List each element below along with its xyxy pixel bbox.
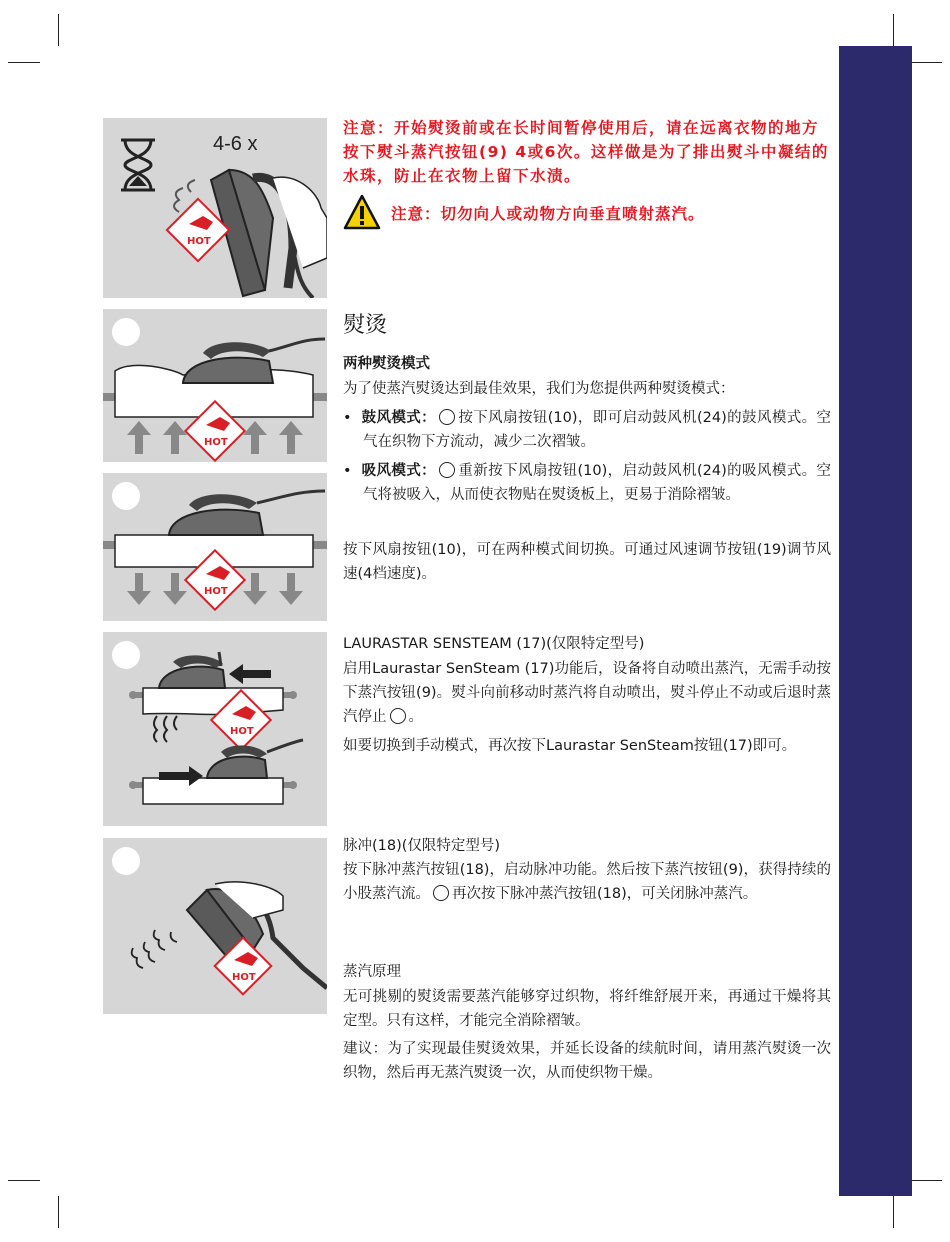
sensteam-text: 启用Laurastar SenSteam (17)功能后，设备将自动喷出蒸汽，无需手动按下蒸汽按钮(9)。熨斗向前移动时蒸汽将自动喷出，熨斗停止不动或后退时蒸汽停止: [343, 661, 831, 725]
pulse-text: 按下脉冲蒸汽按钮(18)，启动脉冲功能。然后按下蒸汽按钮(9)，获得持续的小股蒸汽流。: [343, 862, 831, 902]
crop-mark: [912, 62, 942, 63]
pulse-text-end: 再次按下脉冲蒸汽按钮(18)，可关闭脉冲蒸汽。: [452, 886, 758, 902]
crop-mark: [8, 1180, 40, 1181]
advice-text: 建议：为了实现最佳熨烫效果，并延长设备的续航时间，请用蒸汽熨烫一次织物，然后再无蒸汽熨烫一次，从而使织物干燥。: [343, 1041, 831, 1081]
crop-mark: [912, 1180, 942, 1181]
steam-purge-illustration: [103, 118, 327, 298]
arrow-right-icon: [159, 772, 189, 780]
pulse-heading: 脉冲(18)(仅限特定型号): [343, 838, 501, 854]
arrow-left-icon: [243, 670, 271, 678]
figure-pulse: [103, 838, 327, 1014]
crop-mark: [893, 1196, 894, 1228]
hot-label: HOT: [230, 726, 254, 737]
steam-icon: [132, 930, 177, 968]
crop-mark: [893, 14, 894, 46]
hot-label: HOT: [204, 437, 228, 448]
sensteam-paragraph: [343, 657, 831, 729]
blow-mode-item: • 鼓风模式： 按下风扇按钮(10)，即可启动鼓风机(24)的鼓风模式。空气在织物下方流动，减少二次褶皱。: [343, 410, 832, 450]
figure-steam-purge: [103, 118, 327, 298]
crop-mark: [58, 14, 59, 46]
crop-mark: [8, 62, 40, 63]
suction-mode-item: • 吸风模式： 重新按下风扇按钮(10)，启动鼓风机(24)的吸风模式。空气将被吸入，从而使衣物贴在熨烫板上，更易于消除褶皱。: [343, 463, 832, 503]
figure-blow-mode: [103, 309, 327, 462]
circle-symbol-icon: [390, 708, 406, 724]
suction-mode-text: 重新按下风扇按钮(10)，启动鼓风机(24)的吸风模式。空气将被吸入，从而使衣物贴在熨烫板上，更易于消除褶皱。: [363, 463, 832, 503]
section-title: 熨烫: [343, 313, 388, 338]
switch-mode-text: 按下风扇按钮(10)，可在两种模式间切换。可通过风速调节按钮(19)调节风速(4档速度)。: [343, 542, 831, 582]
warning-triangle-icon: [343, 194, 381, 230]
circle-symbol-icon: [439, 409, 455, 425]
sensteam-manual-text: 如要切换到手动模式，再次按下Laurastar SenSteam按钮(17)即可。: [343, 738, 797, 754]
principle-text: 无可挑剔的熨烫需要蒸汽能够穿过织物，将纤维舒展开来，再通过干燥将其定型。只有这样，才能完全消除褶皱。: [343, 989, 831, 1029]
principle-heading: 蒸汽原理: [343, 964, 401, 980]
circle-symbol-icon: [433, 885, 449, 901]
hot-label: HOT: [187, 236, 211, 247]
warning-purge-text: 注意：开始熨烫前或在长时间暂停使用后，请在远离衣物的地方按下熨斗蒸汽按钮(9) 4或6次。这样做是为了排出熨斗中凝结的水珠，防止在衣物上留下水渍。: [343, 119, 829, 185]
steam-icon: [154, 716, 177, 742]
hot-label: HOT: [204, 586, 228, 597]
crop-mark: [58, 1196, 59, 1228]
modes-heading: 两种熨烫模式: [343, 356, 430, 372]
count-label: 4-6 x: [213, 133, 258, 155]
suction-mode-label: 吸风模式：: [361, 463, 437, 479]
side-tab: [839, 46, 912, 1196]
blow-mode-text: 按下风扇按钮(10)，即可启动鼓风机(24)的鼓风模式。空气在织物下方流动，减少二次褶皱。: [363, 410, 832, 450]
figure-suction-mode: [103, 473, 327, 621]
sensteam-heading: LAURASTAR SENSTEAM (17)(仅限特定型号): [343, 636, 645, 652]
warning-block: [343, 116, 831, 188]
modes-intro: 为了使蒸汽熨烫达到最佳效果，我们为您提供两种熨烫模式：: [343, 381, 735, 397]
blow-mode-label: 鼓风模式：: [361, 410, 437, 426]
circle-symbol-icon: [439, 462, 455, 478]
sensteam-illustration: [103, 632, 327, 826]
sensteam-text-end: 。: [408, 709, 423, 725]
pulse-paragraph: [343, 858, 831, 906]
figure-sensteam: [103, 632, 327, 826]
blow-mode-illustration: [103, 309, 327, 462]
hot-label: HOT: [232, 972, 256, 983]
suction-mode-illustration: [103, 473, 327, 621]
warning-steam-text: 注意：切勿向人或动物方向垂直喷射蒸汽。: [391, 205, 705, 223]
pulse-illustration: [103, 838, 327, 1014]
